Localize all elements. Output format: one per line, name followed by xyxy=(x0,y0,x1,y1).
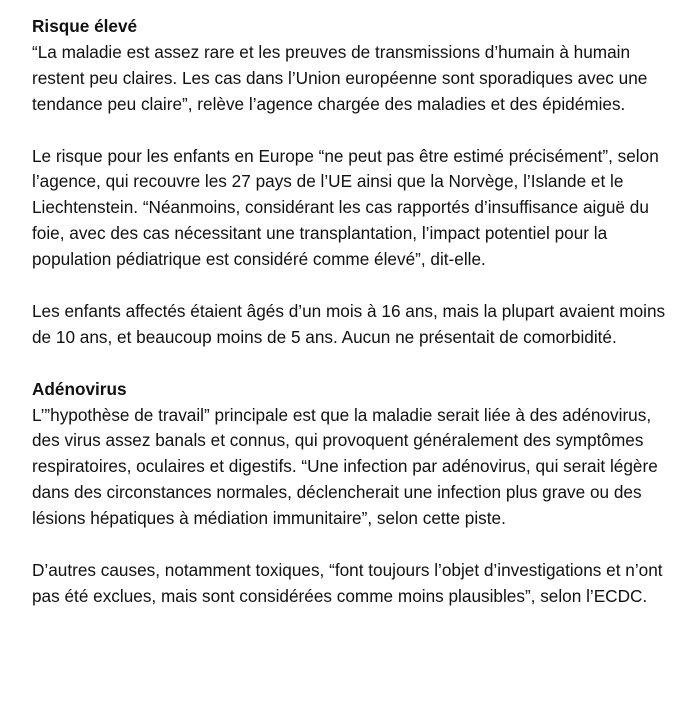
paragraph: L’”hypothèse de travail” principale est que la maladie serait liée à des adénovirus, des virus assez banals et connus, qui provoquent généralement des symptômes respiratoires, oculaires et digestifs. “Une infection par adénovirus, qui serait légère dans des circonstances normales, déclencherait une infection plus grave ou des lésions hépatiques à médiation immunitaire”, selon cette piste. xyxy=(32,404,658,529)
paragraph: D’autres causes, notamment toxiques, “font toujours l’objet d’investigations et n’ont pas été exclues, mais sont considérées comme moins plausibles”, selon l’ECDC. xyxy=(32,559,663,606)
section-heading-risque: Risque élevé xyxy=(32,16,138,36)
paragraph: Les enfants affectés étaient âgés d’un mois à 16 ans, mais la plupart avaient moins de 10 ans, et beaucoup moins de 5 ans. Aucun ne présentait de comorbidité. xyxy=(32,300,666,347)
paragraph: Le risque pour les enfants en Europe “ne peut pas être estimé précisément”, selon l’agence, qui recouvre les 27 pays de l’UE ainsi que la Norvège, l’Islande et le Liechtenstein. “Néanmoins, considérant les cas rapportés d’insuffisance aiguë du foie, avec des cas nécessitant une transplantation, l’impact potentiel pour la population pédiatrique est considéré comme élevé”, dit-elle. xyxy=(32,145,659,270)
paragraph: “La maladie est assez rare et les preuves de transmissions d’humain à humain restent peu claires. Les cas dans l’Union européenne sont sporadiques avec une tendance peu claire”, relève l’agence chargée des maladies et des épidémies. xyxy=(32,41,648,114)
section-heading-adenovirus: Adénovirus xyxy=(32,378,127,399)
article-body xyxy=(32,14,672,610)
